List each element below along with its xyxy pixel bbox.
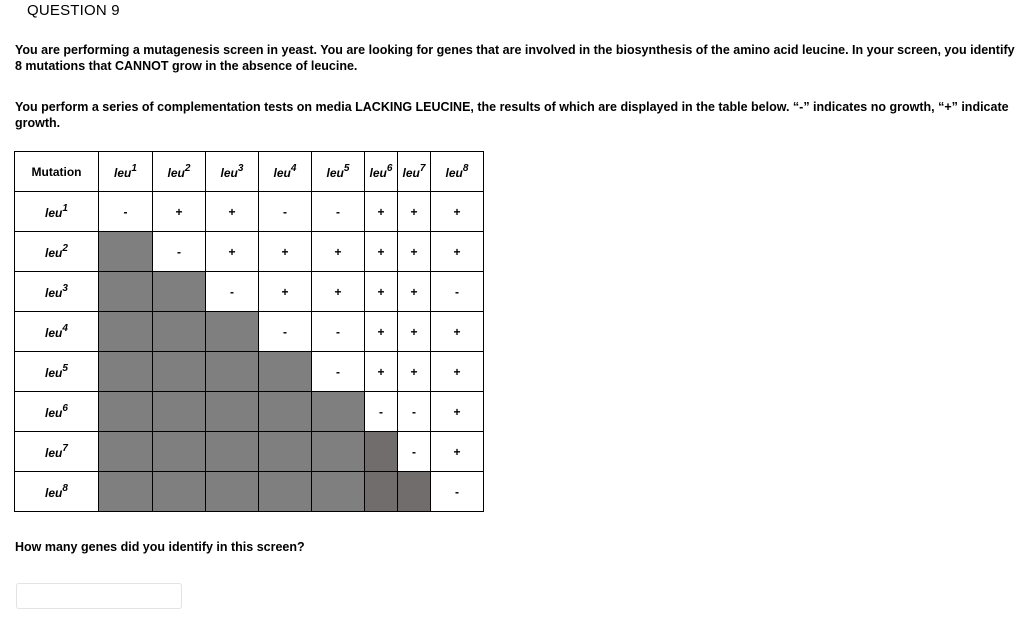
table-row: [15, 232, 484, 272]
result-cell: +: [431, 392, 484, 432]
table-row: [15, 392, 484, 432]
column-header: [99, 152, 153, 192]
allele-number: 2: [62, 242, 68, 254]
complementation-table: [14, 151, 484, 512]
empty-cell: [153, 432, 206, 472]
row-mutant-label: [45, 442, 68, 460]
allele-number: 5: [343, 162, 350, 174]
empty-cell: [153, 472, 206, 512]
empty-cell: [312, 432, 365, 472]
row-mutant-label: [45, 402, 68, 420]
result-cell: +: [365, 272, 398, 312]
gene-base-label: leu: [45, 405, 63, 420]
empty-cell: [206, 392, 259, 432]
table-row: [15, 312, 484, 352]
allele-number: 5: [62, 362, 68, 374]
column-mutant-label: [273, 162, 297, 180]
result-cell: -: [259, 192, 312, 232]
result-cell: +: [398, 352, 431, 392]
table-row: [15, 432, 484, 472]
row-header: [15, 232, 99, 272]
gene-base-label: leu: [45, 205, 63, 220]
column-header: [398, 152, 431, 192]
question-paragraph-1: You are performing a mutagenesis screen in yeast. You are looking for genes that are involved in the biosynthesis of the amino acid leucine. In your screen, you identify 8 mutations that CANNOT grow in the absence of leucine.: [15, 43, 1015, 73]
row-mutant-label: [45, 242, 68, 260]
result-cell: -: [431, 272, 484, 312]
column-header: [206, 152, 259, 192]
row-mutant-label: [45, 202, 68, 220]
result-cell: +: [259, 232, 312, 272]
result-cell: -: [312, 192, 365, 232]
row-mutant-label: [45, 362, 68, 380]
result-cell: +: [365, 232, 398, 272]
result-cell: +: [153, 192, 206, 232]
result-cell: -: [99, 192, 153, 232]
allele-number: 3: [237, 162, 244, 174]
result-cell: +: [365, 192, 398, 232]
result-cell: +: [398, 192, 431, 232]
empty-cell: [312, 392, 365, 432]
gene-base-label: leu: [45, 245, 63, 260]
gene-base-label: leu: [402, 165, 420, 180]
empty-cell: [259, 352, 312, 392]
empty-cell: [206, 472, 259, 512]
column-mutant-label: [220, 162, 244, 180]
empty-cell: [365, 472, 398, 512]
column-mutant-label: [445, 162, 469, 180]
result-cell: -: [312, 352, 365, 392]
gene-base-label: leu: [326, 165, 344, 180]
column-header: [259, 152, 312, 192]
result-cell: +: [365, 352, 398, 392]
result-cell: +: [431, 432, 484, 472]
answer-input[interactable]: [16, 583, 182, 609]
result-cell: +: [312, 272, 365, 312]
column-mutant-label: [369, 162, 393, 180]
corner-label: Mutation: [15, 152, 99, 192]
result-cell: +: [206, 192, 259, 232]
gene-base-label: leu: [45, 365, 63, 380]
allele-number: 4: [290, 162, 297, 174]
empty-cell: [259, 432, 312, 472]
gene-base-label: leu: [369, 165, 387, 180]
empty-cell: [99, 272, 153, 312]
row-header: [15, 472, 99, 512]
result-cell: -: [398, 432, 431, 472]
empty-cell: [206, 432, 259, 472]
column-mutant-label: [326, 162, 350, 180]
result-cell: -: [259, 312, 312, 352]
result-cell: +: [365, 312, 398, 352]
result-cell: +: [398, 272, 431, 312]
result-cell: -: [365, 392, 398, 432]
result-cell: +: [206, 232, 259, 272]
empty-cell: [153, 312, 206, 352]
result-cell: +: [398, 312, 431, 352]
empty-cell: [99, 432, 153, 472]
question-paragraph-2: You perform a series of complementation tests on media LACKING LEUCINE, the results of which are displayed in the table below. “-” indicates no growth, “+” indicate growth.: [15, 100, 1009, 130]
row-header: [15, 192, 99, 232]
table-row: [15, 272, 484, 312]
empty-cell: [153, 272, 206, 312]
result-cell: -: [431, 472, 484, 512]
empty-cell: [259, 472, 312, 512]
empty-cell: [99, 472, 153, 512]
table-header-row: [15, 152, 484, 192]
allele-number: 7: [419, 162, 426, 174]
table-row: [15, 472, 484, 512]
table-row: [15, 352, 484, 392]
column-header: [365, 152, 398, 192]
empty-cell: [312, 472, 365, 512]
result-cell: +: [431, 192, 484, 232]
gene-base-label: leu: [114, 165, 132, 180]
gene-base-label: leu: [45, 445, 63, 460]
gene-base-label: leu: [167, 165, 185, 180]
gene-base-label: leu: [45, 285, 63, 300]
allele-number: 4: [62, 322, 68, 334]
column-header: [153, 152, 206, 192]
column-header: [312, 152, 365, 192]
row-mutant-label: [45, 282, 68, 300]
result-cell: +: [431, 232, 484, 272]
row-header: [15, 352, 99, 392]
column-mutant-label: [167, 162, 191, 180]
result-cell: -: [153, 232, 206, 272]
empty-cell: [206, 312, 259, 352]
allele-number: 6: [386, 162, 393, 174]
empty-cell: [153, 392, 206, 432]
gene-base-label: leu: [45, 325, 63, 340]
row-header: [15, 312, 99, 352]
table-row: [15, 192, 484, 232]
result-cell: +: [398, 232, 431, 272]
result-cell: -: [312, 312, 365, 352]
empty-cell: [153, 352, 206, 392]
empty-cell: [99, 232, 153, 272]
row-header: [15, 392, 99, 432]
empty-cell: [99, 312, 153, 352]
allele-number: 6: [62, 402, 68, 414]
result-cell: -: [206, 272, 259, 312]
gene-base-label: leu: [45, 485, 63, 500]
allele-number: 3: [62, 282, 68, 294]
question-title: QUESTION 9: [27, 2, 120, 19]
allele-number: 1: [62, 202, 68, 214]
column-header: [431, 152, 484, 192]
question-prompt: How many genes did you identify in this screen?: [15, 540, 305, 554]
row-header: [15, 272, 99, 312]
allele-number: 8: [62, 482, 68, 494]
allele-number: 1: [131, 162, 137, 174]
empty-cell: [99, 392, 153, 432]
result-cell: +: [431, 312, 484, 352]
allele-number: 7: [62, 442, 68, 454]
row-header: [15, 432, 99, 472]
empty-cell: [99, 352, 153, 392]
result-cell: +: [259, 272, 312, 312]
column-mutant-label: [114, 162, 137, 180]
result-cell: +: [312, 232, 365, 272]
gene-base-label: leu: [220, 165, 238, 180]
empty-cell: [259, 392, 312, 432]
gene-base-label: leu: [273, 165, 291, 180]
result-cell: -: [398, 392, 431, 432]
allele-number: 2: [184, 162, 191, 174]
empty-cell: [398, 472, 431, 512]
allele-number: 8: [462, 162, 469, 174]
row-mutant-label: [45, 482, 68, 500]
empty-cell: [365, 432, 398, 472]
result-cell: +: [431, 352, 484, 392]
column-mutant-label: [402, 162, 426, 180]
gene-base-label: leu: [445, 165, 463, 180]
row-mutant-label: [45, 322, 68, 340]
empty-cell: [206, 352, 259, 392]
